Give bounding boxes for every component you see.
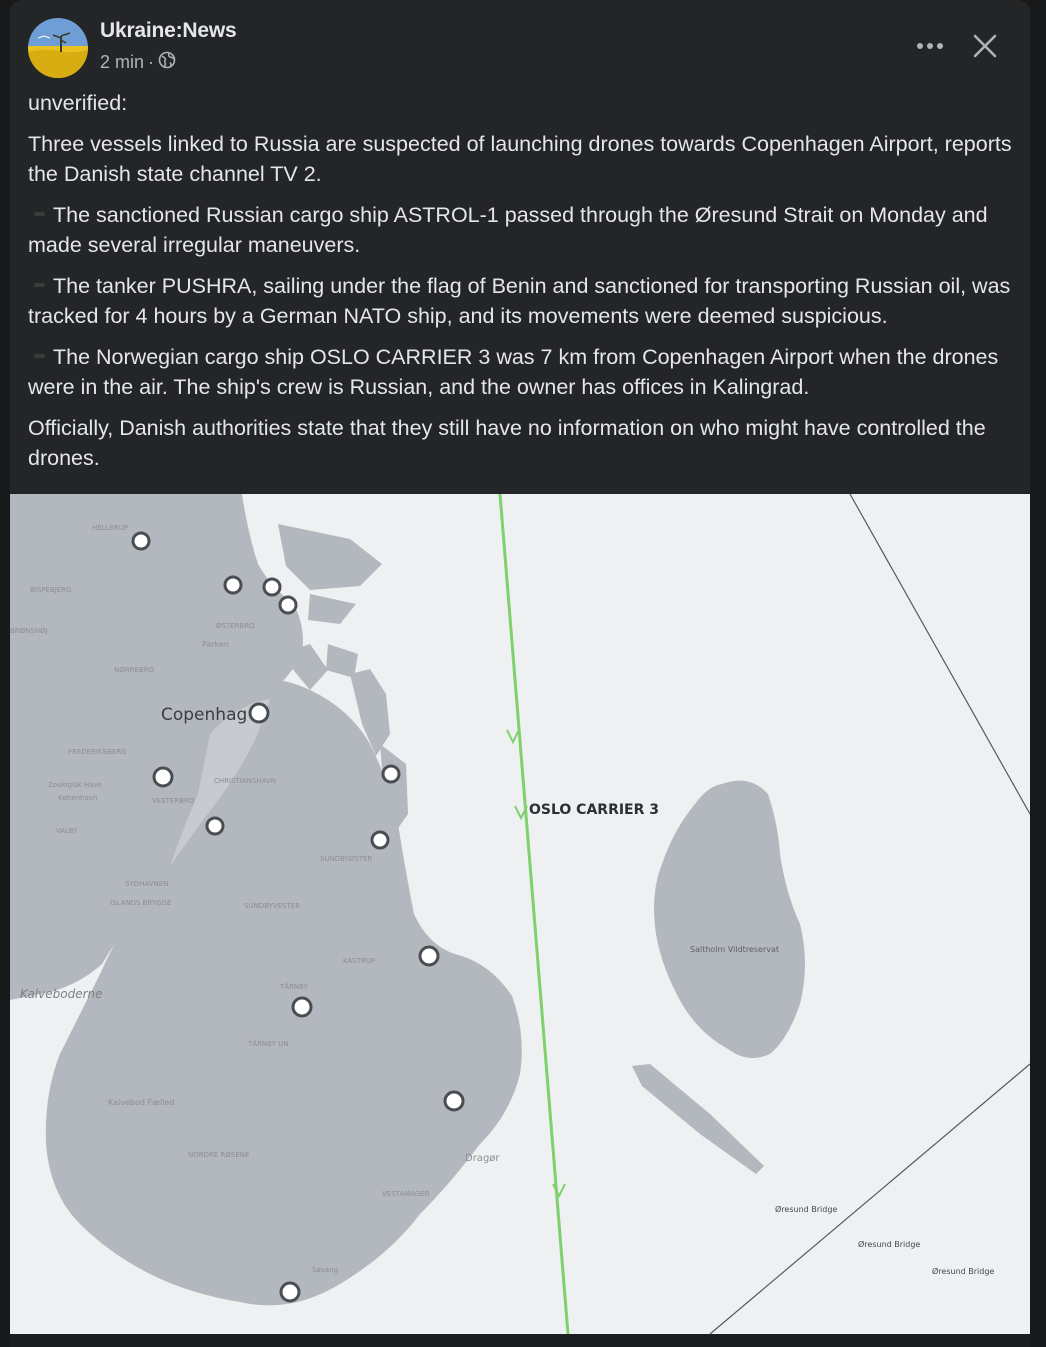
map-label: Øresund Bridge	[775, 1205, 838, 1214]
map-label: Zoologisk Have	[48, 781, 102, 789]
map-district-label: Søvang	[312, 1266, 339, 1274]
map-district-label: ØSTERBRO	[216, 622, 255, 630]
map-label: Dragør	[465, 1153, 500, 1164]
dash-bullet	[34, 283, 45, 287]
map-poi-marker	[225, 577, 241, 593]
map-district-label: TÅRNBY	[280, 983, 308, 991]
map-district-label: BISPEBJERG	[30, 586, 72, 594]
map-poi-marker	[207, 818, 223, 834]
more-options-button[interactable]	[912, 28, 948, 64]
post-paragraph: Three vessels linked to Russia are suspected of launching drones towards Copenhagen Airport, reports the Danish state channel TV 2.	[28, 132, 1012, 186]
post-paragraph: Officially, Danish authorities state that they still have no information on who might have controlled the drones.	[28, 416, 986, 470]
map-poi-marker	[154, 768, 172, 786]
map-poi-marker	[280, 597, 296, 613]
map-poi-marker	[250, 704, 268, 722]
map-district-label: BRØNSHØJ	[10, 627, 48, 635]
map-poi-marker	[293, 998, 311, 1016]
map-district-label: VESTAMAGER	[382, 1190, 430, 1198]
close-icon	[973, 34, 997, 58]
map-poi-marker	[133, 533, 149, 549]
map-district-label: CHRISTIANSHAVN	[214, 777, 276, 785]
map-ship-label: OSLO CARRIER 3	[529, 802, 660, 818]
map-label: Parken	[202, 640, 229, 649]
post-meta	[100, 51, 176, 74]
post-paragraph-text: The Norwegian cargo ship OSLO CARRIER 3 was 7 km from Copenhagen Airport when the drones were in the air. The ship's crew is Russian, and the owner has offices in Kalingrad.	[28, 345, 999, 399]
close-button[interactable]	[965, 26, 1005, 66]
facebook-post	[10, 0, 1030, 1347]
map-district-label: SYDHAVNEN	[125, 880, 169, 888]
map-poi-marker	[383, 766, 399, 782]
map-district-label: ISLANDS BRYGGE	[110, 899, 172, 907]
page-name[interactable]: Ukraine:News	[100, 19, 237, 42]
map-district-label: VALBY	[56, 827, 78, 835]
map-district-label: TÅRNBY UN	[248, 1040, 289, 1048]
map-district-label: SUNDBYVESTER	[244, 902, 301, 910]
more-dots-icon	[916, 42, 944, 50]
post-paragraph-text: The sanctioned Russian cargo ship ASTROL-1 passed through the Øresund Strait on Monday and made several irregular maneuvers.	[28, 203, 988, 257]
map-district-label: HELLERUP	[92, 524, 129, 532]
map-label: Kalvebod Fælled	[108, 1098, 175, 1107]
map-poi-marker	[281, 1283, 299, 1301]
image-bottom-strip	[10, 1334, 1030, 1347]
map-label: København	[58, 794, 98, 802]
map-district-label: KASTRUP	[343, 957, 376, 965]
post-paragraph-text: The tanker PUSHRA, sailing under the flag of Benin and sanctioned for transporting Russian oil, was tracked for 4 hours by a German NATO ship, and its movements were deemed suspicious.	[28, 274, 1011, 328]
map-district-label: SUNDBYØSTER	[320, 855, 373, 863]
map-district-label: VESTERBRO	[152, 797, 195, 805]
post-paragraph-bullet	[28, 271, 1018, 331]
post-paragraph: unverified:	[28, 91, 128, 115]
map-label: Saltholm Vildtreservat	[690, 945, 780, 954]
map-poi-marker	[420, 947, 438, 965]
meta-separator: ·	[148, 52, 155, 72]
map-poi-marker	[445, 1092, 463, 1110]
map-poi-marker	[372, 832, 388, 848]
map-district-label: NØRREBRO	[114, 666, 155, 674]
map-district-label: FREDERIKSBERG	[68, 748, 127, 756]
map-label: Kalveboderne	[20, 987, 103, 1001]
post-header	[10, 0, 1030, 90]
page-avatar[interactable]	[28, 18, 88, 78]
map-poi-marker	[264, 579, 280, 595]
post-paragraph-bullet	[28, 342, 1018, 402]
post-time[interactable]: 2 min	[100, 52, 145, 72]
map-city-label: Copenhag	[161, 705, 248, 725]
dash-bullet	[34, 212, 45, 216]
globe-icon	[158, 51, 176, 74]
map-label: Øresund Bridge	[858, 1240, 921, 1249]
map-label: Øresund Bridge	[932, 1267, 995, 1276]
post-paragraph-bullet	[28, 200, 1018, 260]
post-map-image[interactable]	[10, 494, 1030, 1334]
post-body	[28, 88, 1018, 484]
dash-bullet	[34, 354, 45, 358]
map-district-label: NORDRE RØSENE	[188, 1151, 250, 1159]
